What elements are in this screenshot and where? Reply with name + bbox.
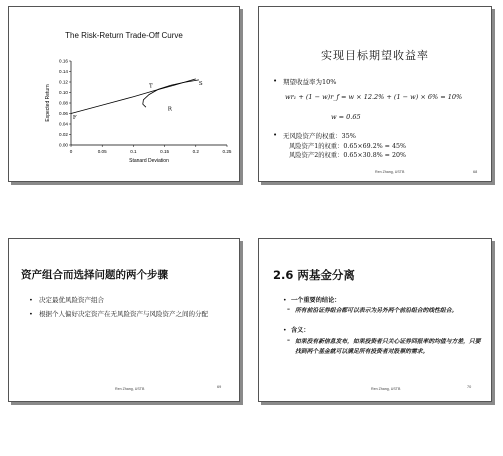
y-tick-label: 0.00: [59, 142, 68, 148]
page-number: 70: [467, 385, 472, 389]
equation: wr₁ + (1 − w)r_f = w × 12.2% + (1 − w) × 6% = 10%: [285, 93, 463, 101]
bullet-allocation: 根据个人偏好决定资产在无风险资产与风险资产之间的分配: [39, 310, 208, 318]
slide-footer: Ren Zhang, USTB: [371, 387, 401, 391]
slide-target-return: [258, 6, 492, 182]
chart-title: The Risk-Return Trade-Off Curve: [65, 31, 183, 40]
slide-title: 实现目标期望收益率: [321, 49, 429, 62]
point-label: F: [72, 114, 77, 121]
risk-return-chart: [9, 7, 241, 183]
x-tick-label: 0: [69, 149, 73, 154]
page-number: 68: [473, 170, 478, 174]
slide-risk-return-chart: [8, 6, 240, 182]
y-tick-label: 0.14: [59, 69, 68, 75]
x-tick-label: 0.25: [222, 149, 232, 154]
slide-two-fund-separation: [258, 238, 492, 402]
slide-footer: Ren Zhang, USTB: [115, 387, 145, 391]
x-tick-label: 0.15: [160, 149, 170, 154]
bullet-expected-return: 期望收益率为10%: [283, 78, 337, 86]
x-tick-label: 0.05: [97, 149, 107, 154]
bullet-icon: •: [29, 310, 33, 318]
slide-footer: Ren Zhang, USTB: [375, 170, 405, 174]
y-tick-label: 0.02: [59, 132, 68, 138]
y-tick-label: 0.08: [59, 100, 68, 106]
slide-title: 资产组合而选择问题的两个步骤: [21, 269, 168, 281]
point-label: T: [149, 83, 153, 90]
point-label: R: [167, 106, 172, 113]
bullet-riskfree-weight: 无风险资产的权重：35%: [283, 132, 356, 140]
bullet-icon: •: [273, 77, 278, 85]
y-tick-label: 0.06: [59, 111, 68, 117]
sub-meaning: 如果没有新信息发布，如果投资者只关心证券回报率的均值与方差，只要找到两个基金就可以满足所有投资者对股票的需求。: [295, 339, 481, 355]
bullet-optimal-portfolio: 决定最优风险资产组合: [39, 296, 104, 304]
dash-icon: –: [287, 306, 290, 313]
bullet-meaning: 含义：: [291, 327, 310, 334]
dash-icon: –: [287, 337, 290, 344]
sub-conclusion: 所有前沿证券组合都可以表示为另外两个前沿组合的线性组合。: [295, 308, 458, 314]
risky-asset-2-weight: 风险资产2的权重：0.65×30.8% = 20%: [289, 152, 406, 159]
y-tick-label: 0.12: [59, 79, 68, 85]
x-tick-label: 0.2: [192, 149, 199, 154]
y-tick-label: 0.04: [59, 121, 68, 127]
y-tick-label: 0.10: [59, 90, 68, 96]
y-axis-label: Expected Return: [45, 84, 51, 122]
bullet-icon: •: [283, 327, 287, 334]
x-tick-label: 0.1: [130, 149, 137, 154]
bullet-conclusion: 一个重要的结论：: [291, 297, 341, 304]
slide-title: 2.6 两基金分离: [273, 268, 355, 282]
page-number: 69: [217, 385, 222, 389]
bullet-icon: •: [273, 131, 278, 139]
w-value: w = 0.65: [331, 113, 361, 121]
slide-two-steps: [8, 238, 240, 402]
y-tick-label: 0.16: [59, 58, 68, 64]
point-label: S: [198, 81, 203, 88]
bullet-icon: •: [29, 296, 33, 304]
x-axis-label: Stanard Deviation: [129, 158, 169, 164]
bullet-icon: •: [283, 297, 287, 304]
risky-asset-1-weight: 风险资产1的权重：0.65×69.2% = 45%: [289, 143, 406, 150]
